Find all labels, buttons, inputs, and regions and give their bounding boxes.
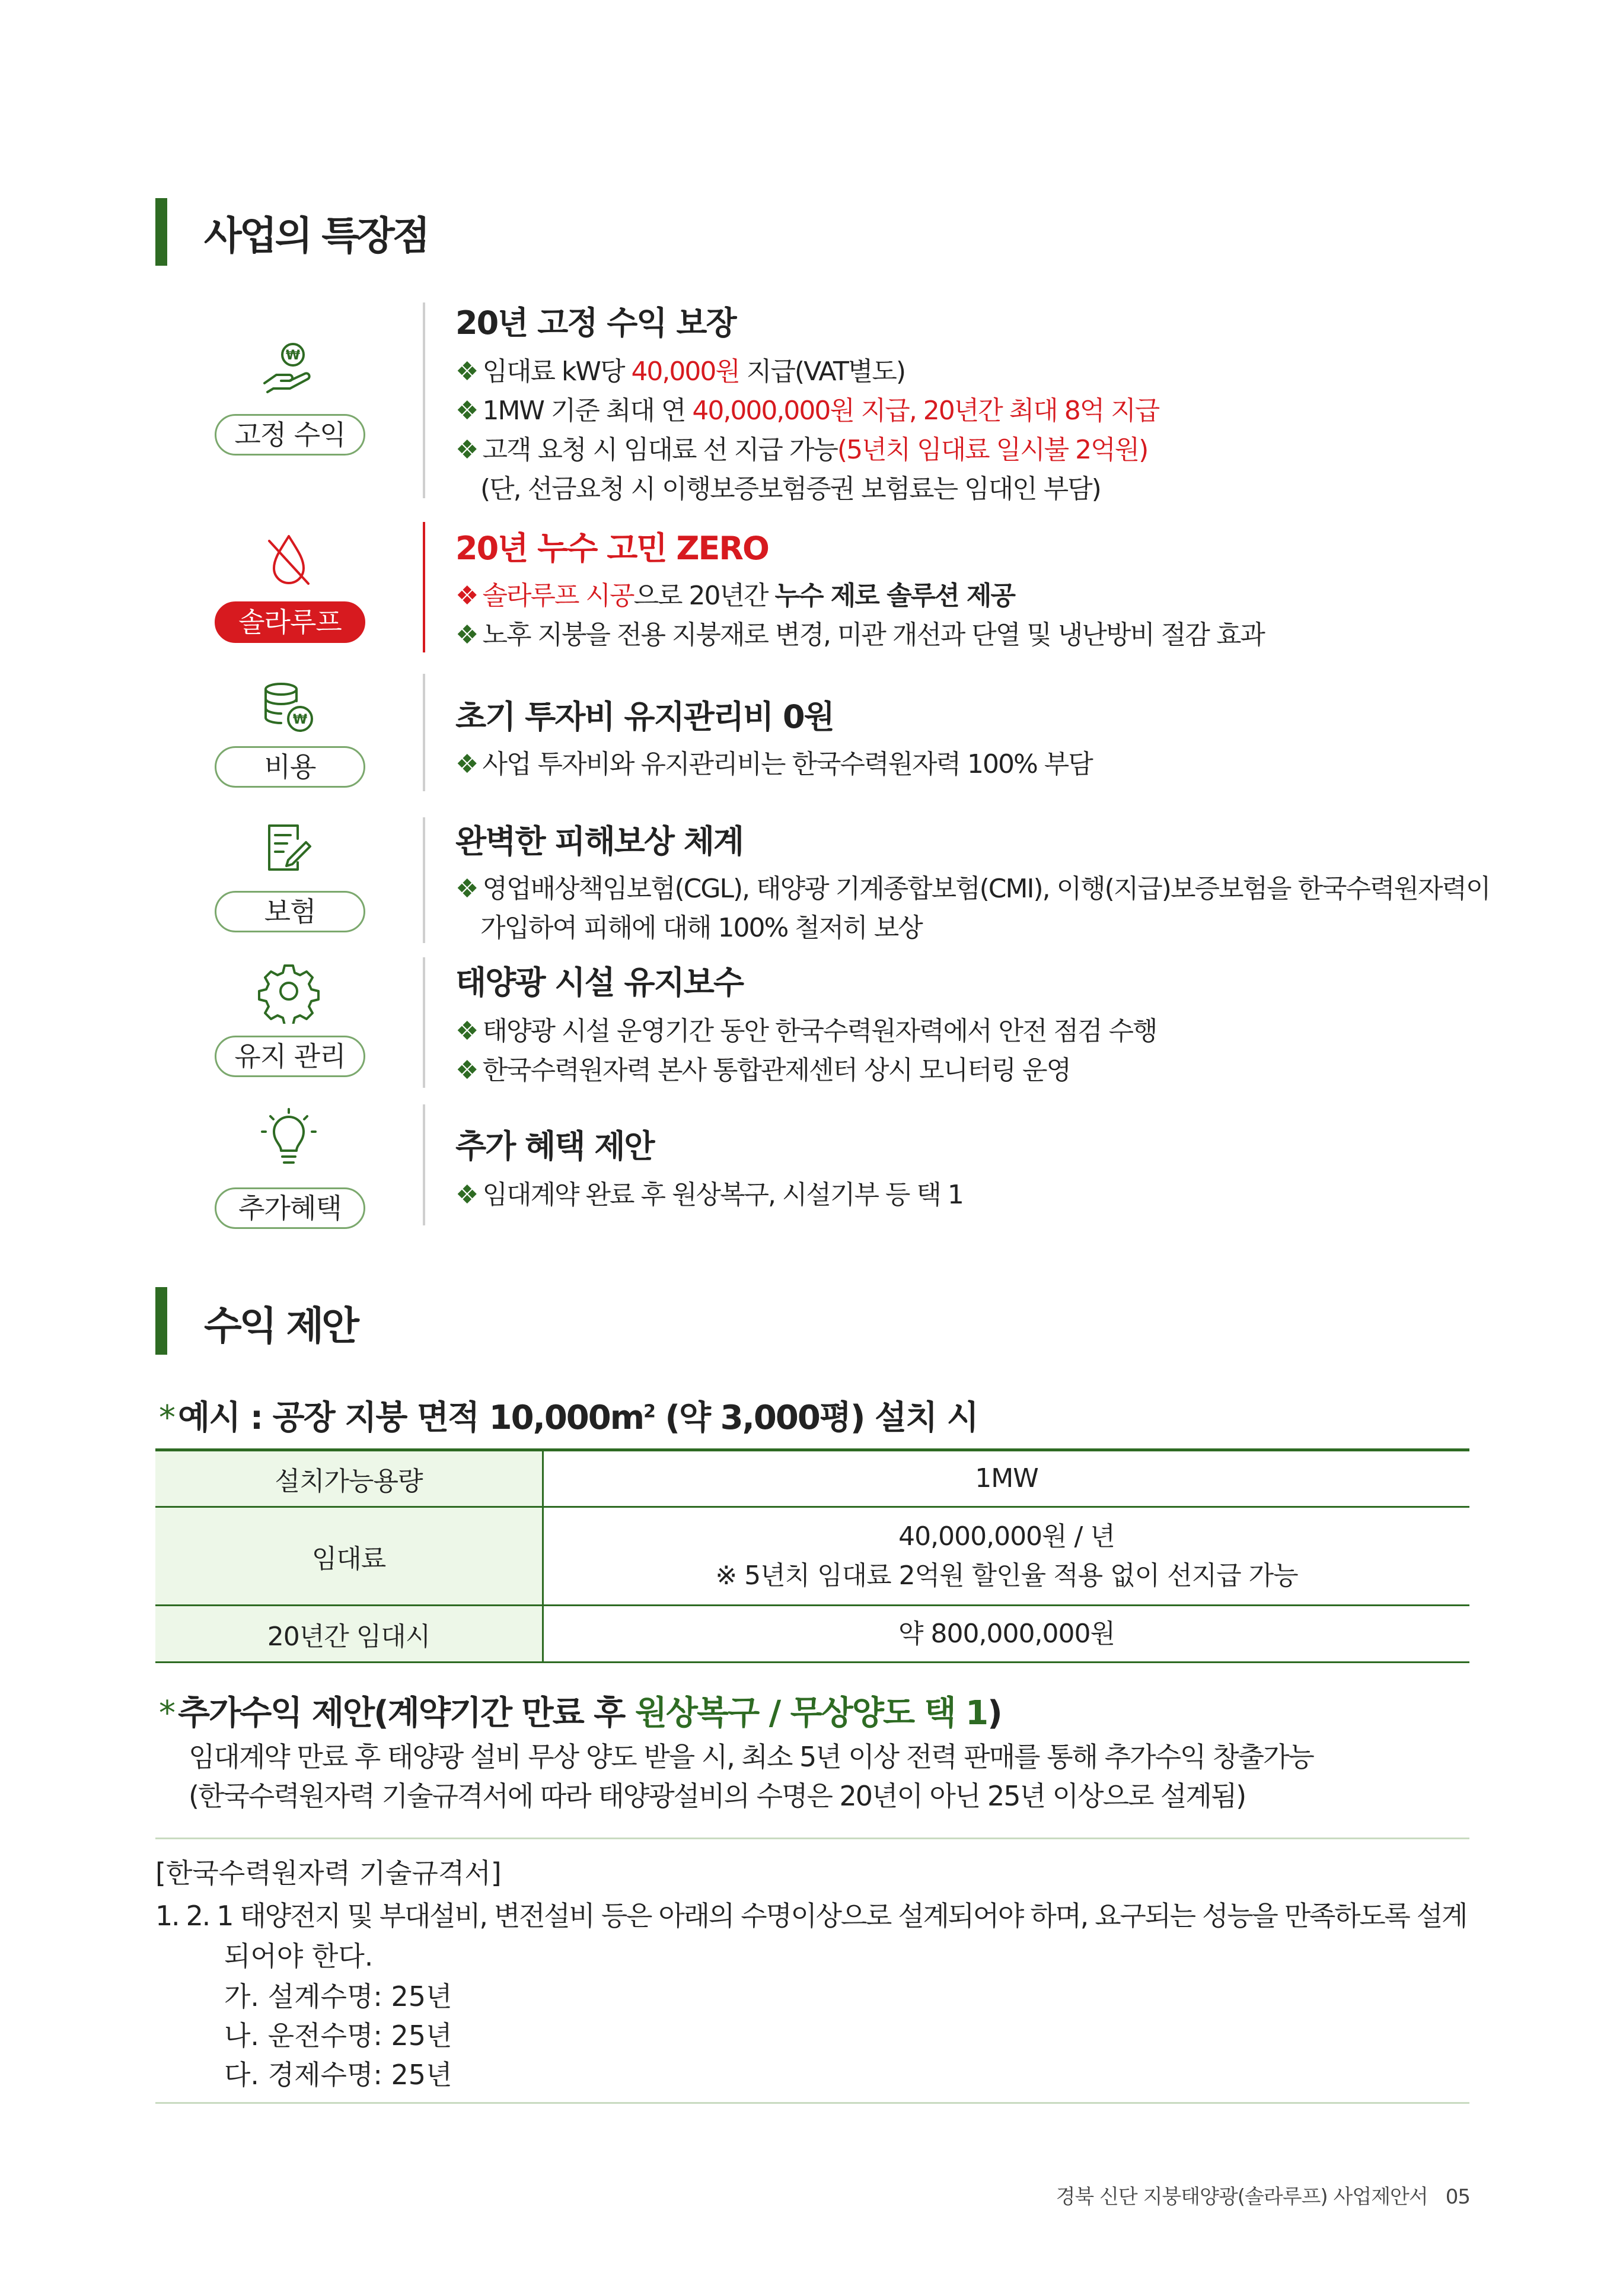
section-marker [155, 1287, 167, 1355]
feature-label-solar-roof: 솔라루프 [215, 601, 365, 643]
section-title-features: 사업의 특장점 [204, 213, 428, 259]
feature-label-extra-benefit: 추가혜택 [215, 1187, 365, 1229]
feature-divider [423, 674, 425, 791]
table-row [155, 1507, 1469, 1606]
document-pen-icon [256, 815, 321, 880]
feature-line: ❖ 임대료 kW당 40,000원 지급(VAT별도) [455, 356, 905, 387]
extra-revenue-line: (한국수력원자력 기술규격서에 따라 태양광설비의 수명은 20년이 아닌 25년 이상으로 설계됨) [189, 1780, 1246, 1812]
hand-coin-icon [256, 332, 321, 397]
feature-divider [423, 1104, 425, 1225]
section-marker [155, 198, 167, 266]
feature-divider [423, 522, 425, 652]
spec-subitem: 나. 운전수명: 25년 [224, 2020, 452, 2052]
feature-line: ❖ 1MW 기준 최대 연 40,000,000원 지급, 20년간 최대 8억 지급 [455, 396, 1159, 426]
feature-title: 태양광 시설 유지보수 [455, 964, 744, 1001]
table-value: 40,000,000원 / 년 ※ 5년치 임대료 2억원 할인율 적용 없이 선지급 가능 [543, 1507, 1470, 1606]
lightbulb-icon [256, 1107, 321, 1172]
extra-revenue-line: 임대계약 만료 후 태양광 설비 무상 양도 받을 시, 최소 5년 이상 전력 판매를 통해 추가수익 창출가능 [189, 1741, 1313, 1773]
feature-label-maintenance: 유지 관리 [215, 1036, 365, 1077]
feature-line: ❖ 태양광 시설 운영기간 동안 한국수력원자력에서 안전 점검 수행 [455, 1016, 1157, 1046]
example-title: * 예시 : 공장 지붕 면적 $10,000m^2$ (약 3,000평) 설치 시 [159, 1399, 978, 1437]
example-table [155, 1448, 1469, 1663]
svg-text:₩: ₩ [285, 348, 301, 363]
feature-divider [423, 957, 425, 1088]
feature-line: ❖ 사업 투자비와 유지관리비는 한국수력원자력 100% 부담 [455, 749, 1092, 779]
page-footer [1056, 2180, 1470, 2209]
table-key: 임대료 [155, 1507, 543, 1606]
divider [155, 2102, 1469, 2104]
water-drop-off-icon [256, 528, 321, 593]
table-row [155, 1450, 1469, 1507]
feature-label-cost: 비용 [215, 746, 365, 788]
coin-stack-icon [256, 676, 321, 741]
spec-subitem: 가. 설계수명: 25년 [224, 1980, 452, 2012]
feature-title: 초기 투자비 유지관리비 0원 [455, 698, 834, 735]
feature-label-insurance: 보험 [215, 891, 365, 932]
feature-line: ❖ 노후 지붕을 전용 지붕재로 변경, 미관 개선과 단열 및 냉난방비 절감 효과 [455, 620, 1264, 650]
feature-label-fixed-income: 고정 수익 [215, 414, 365, 456]
feature-title: 추가 혜택 제안 [455, 1128, 654, 1165]
feature-divider [423, 817, 425, 943]
footer-doc-title: 경북 신단 지붕태양광(솔라루프) 사업제안서 [1056, 2185, 1428, 2209]
feature-line: ❖ 한국수력원자력 본사 통합관제센터 상시 모니터링 운영 [455, 1055, 1070, 1085]
feature-title: 20년 누수 고민 ZERO [455, 530, 769, 567]
table-value: 1MW [543, 1450, 1470, 1507]
feature-line: ❖ 임대계약 완료 후 원상복구, 시설기부 등 택 1 [455, 1180, 963, 1210]
feature-title: 20년 고정 수익 보장 [455, 304, 736, 342]
feature-line: ❖ 솔라루프 시공으로 20년간 누수 제로 솔루션 제공 [455, 581, 1015, 611]
feature-line: ❖ 고객 요청 시 임대료 선 지급 가능(5년치 임대료 일시불 2억원) [455, 435, 1148, 465]
gear-icon [256, 958, 321, 1024]
page-number: 05 [1445, 2185, 1470, 2209]
table-key: 설치가능용량 [155, 1450, 543, 1507]
table-value: 약 800,000,000원 [543, 1606, 1470, 1663]
table-key: 20년간 임대시 [155, 1606, 543, 1663]
feature-line: 가입하여 피해에 대해 100% 철저히 보상 [480, 913, 922, 943]
spec-item: 1. 2. 1 태양전지 및 부대설비, 변전설비 등은 아래의 수명이상으로 설계되어야 하며, 요구되는 성능을 만족하도록 설계 [155, 1900, 1467, 1932]
svg-text:₩: ₩ [292, 712, 308, 727]
divider [155, 1838, 1469, 1839]
section-title-revenue: 수익 제안 [204, 1303, 358, 1349]
feature-title: 완벽한 피해보상 체계 [455, 823, 744, 860]
feature-line: ❖ 영업배상책임보험(CGL), 태양광 기계종합보험(CMI), 이행(지급)보증보험을 한국수력원자력이 [455, 874, 1490, 904]
feature-divider [423, 302, 425, 498]
table-row [155, 1606, 1469, 1663]
extra-revenue-title: * 추가수익 제안(계약기간 만료 후 원상복구 / 무상양도 택 1) [159, 1694, 1002, 1733]
spec-item: 되어야 한다. [224, 1940, 374, 1972]
spec-subitem: 다. 경제수명: 25년 [224, 2059, 452, 2091]
feature-line: (단, 선금요청 시 이행보증보험증권 보험료는 임대인 부담) [480, 474, 1101, 504]
spec-heading: [한국수력원자력 기술규격서] [155, 1857, 502, 1889]
